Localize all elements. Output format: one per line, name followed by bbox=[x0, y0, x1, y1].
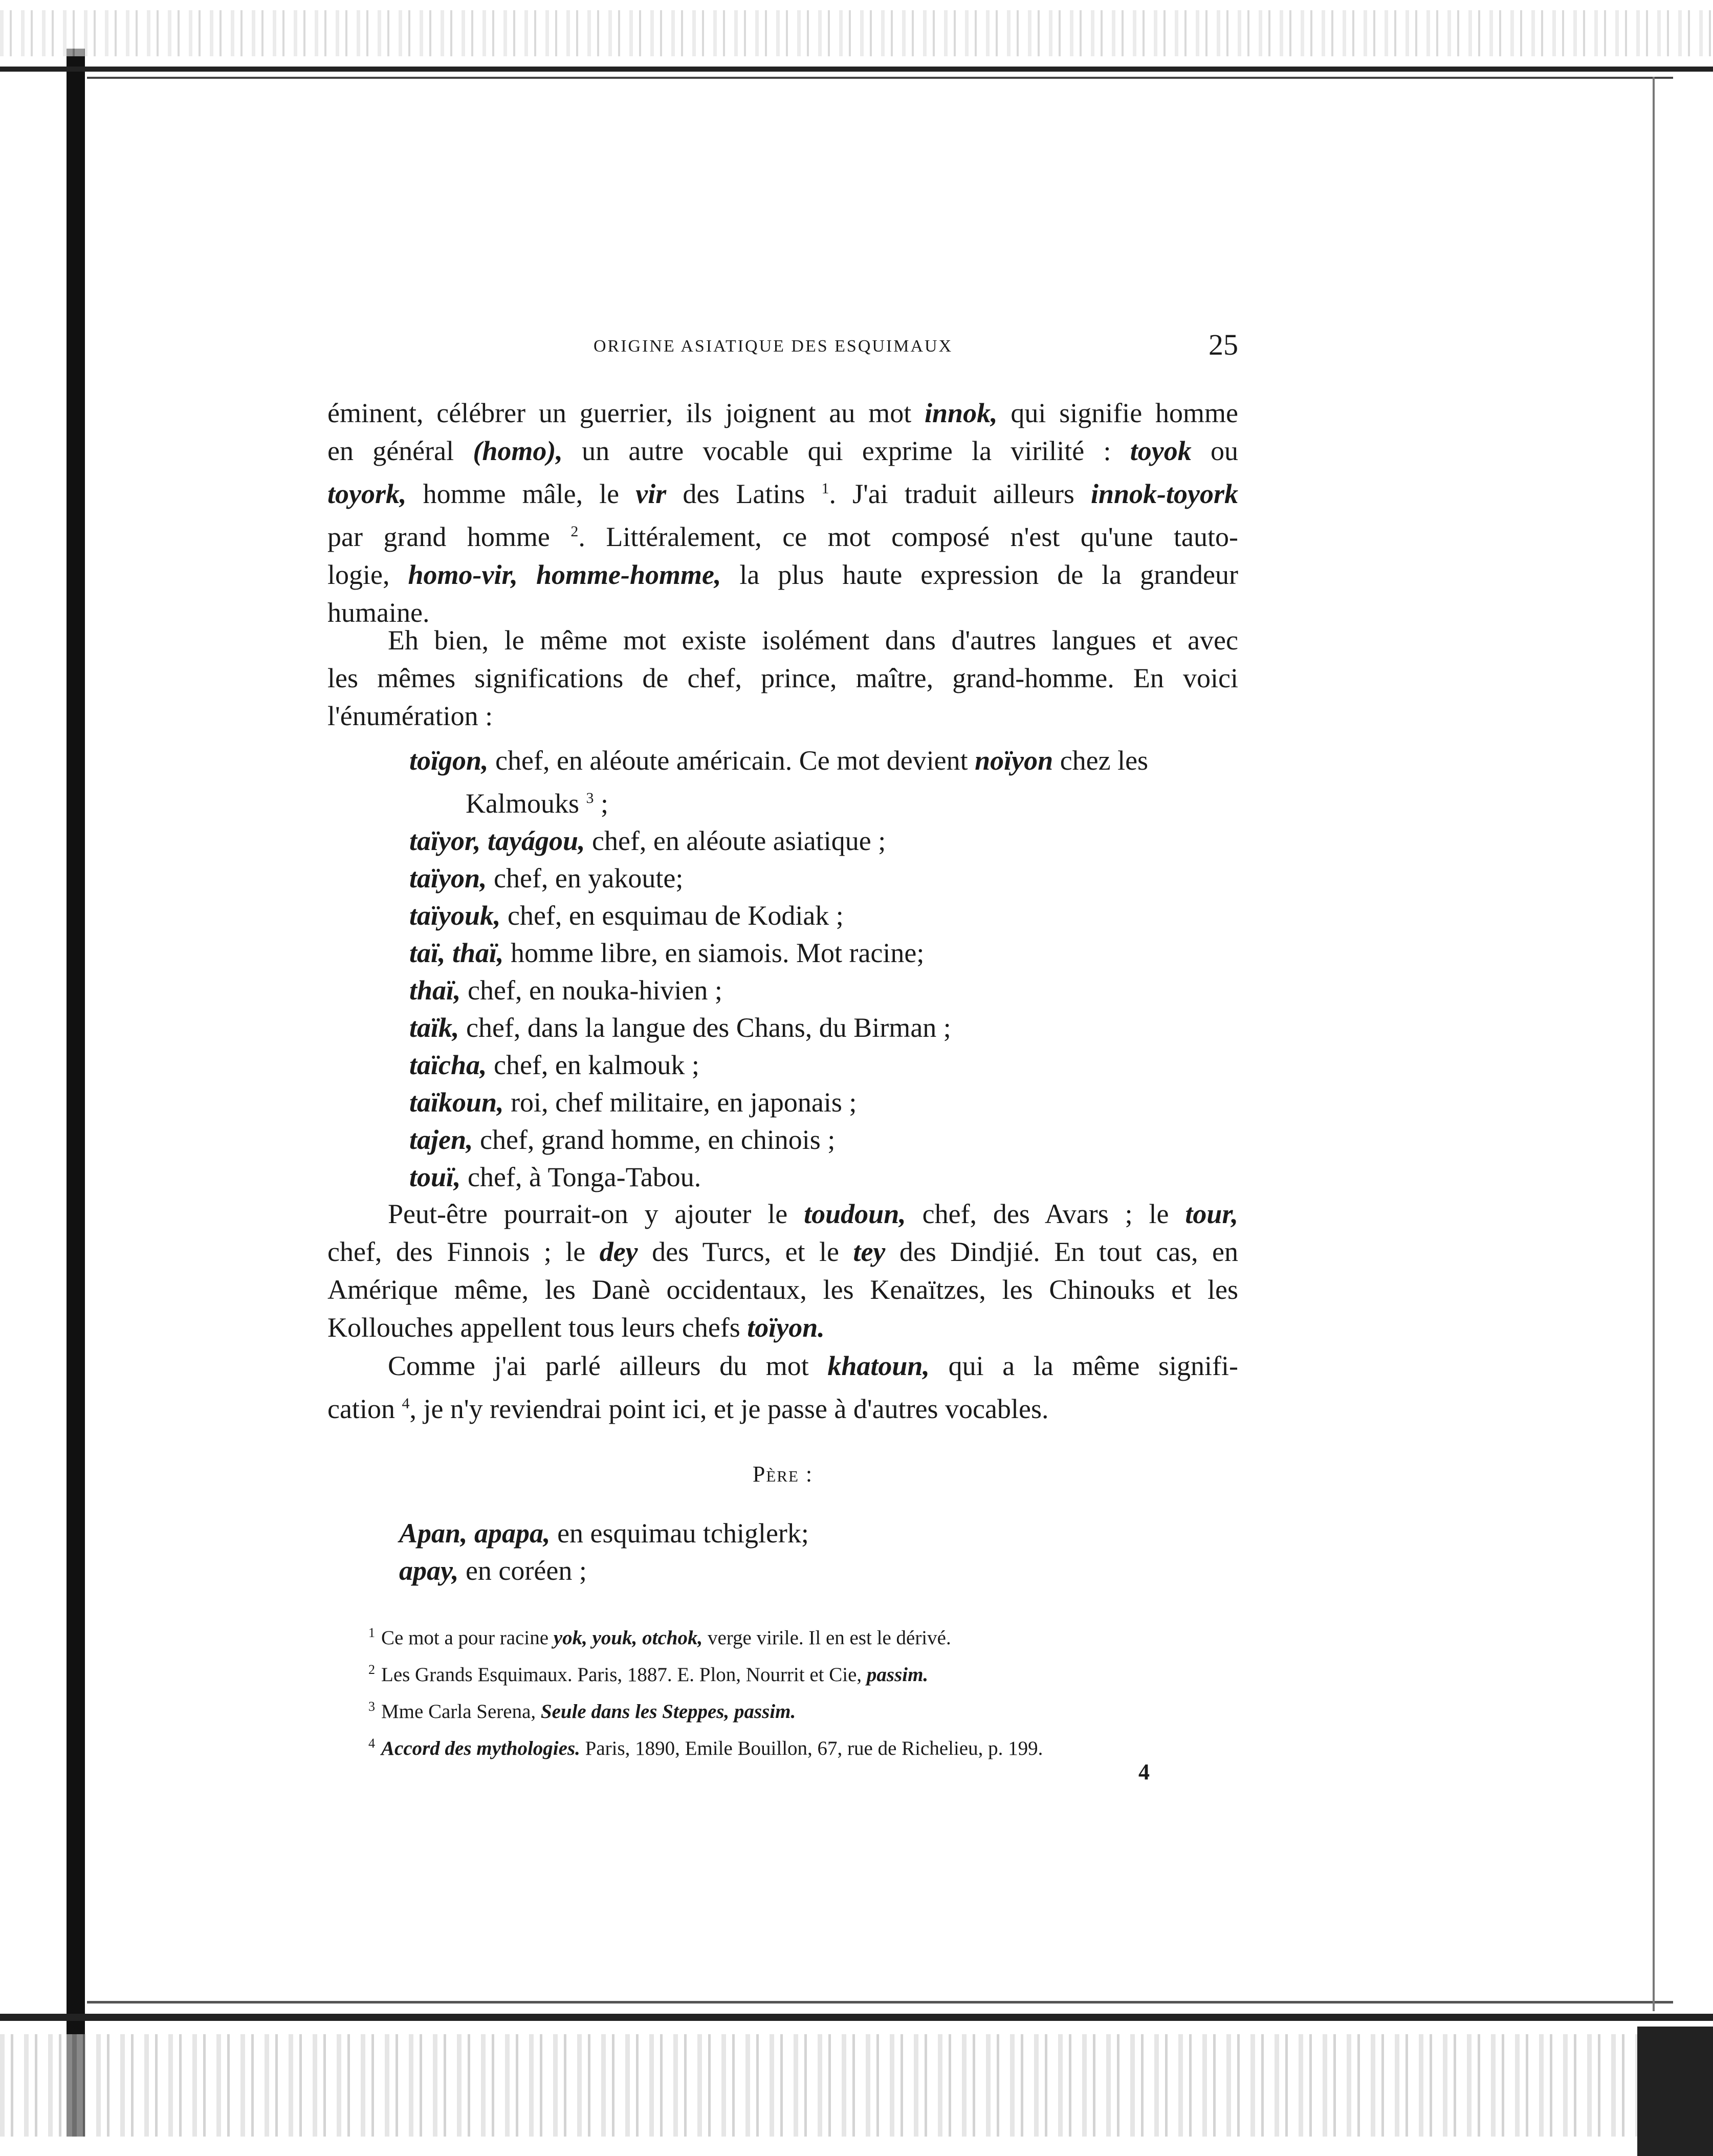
text-run: logie, bbox=[327, 559, 408, 590]
text-line bbox=[327, 1233, 1238, 1271]
text-run: des Turcs, et le bbox=[638, 1236, 853, 1267]
text-run: homme libre, en siamois. Mot racine; bbox=[503, 938, 925, 968]
text-run: qui a la même signifi- bbox=[929, 1351, 1239, 1381]
text-run: chez les bbox=[1053, 745, 1149, 776]
text-run: chef, dans la langue des Chans, du Birman ; bbox=[459, 1012, 951, 1043]
text-line-inner bbox=[327, 394, 1238, 432]
italic-term: thaï, bbox=[409, 975, 461, 1006]
list-item bbox=[409, 822, 1254, 860]
italic-term: Apan, apapa, bbox=[399, 1518, 551, 1549]
list-item bbox=[409, 972, 1254, 1009]
text-run: les mêmes significations de chef, prince, maître, grand-homme. En voici bbox=[327, 663, 1238, 693]
italic-term: khatoun, bbox=[827, 1351, 930, 1381]
rich-lines-list bbox=[409, 742, 1254, 1196]
text-run: chef, à Tonga-Tabou. bbox=[460, 1162, 701, 1192]
italic-term: taïyor, tayágou, bbox=[409, 825, 585, 856]
text-run: éminent, célébrer un guerrier, ils joignent au mot bbox=[327, 398, 925, 428]
frame-bottom-line bbox=[0, 2014, 1713, 2021]
italic-term: homo-vir, homme-homme, bbox=[408, 559, 721, 590]
list-item bbox=[399, 1515, 1243, 1552]
italic-term: dey bbox=[599, 1236, 638, 1267]
text-line bbox=[327, 1385, 1238, 1428]
text-line-inner bbox=[388, 621, 1238, 659]
text-run: ou bbox=[1191, 435, 1239, 466]
italic-term: toïyon. bbox=[747, 1312, 825, 1343]
text-run: . J'ai traduit ailleurs bbox=[829, 478, 1091, 509]
signature-mark: 4 bbox=[1138, 1759, 1150, 1784]
text-line bbox=[327, 1347, 1238, 1385]
word-list bbox=[409, 742, 1254, 1196]
word-list-2 bbox=[399, 1515, 1243, 1589]
italic-term: taïkoun, bbox=[409, 1087, 504, 1118]
text-line bbox=[327, 659, 1238, 697]
section-title bbox=[327, 1461, 1238, 1487]
paragraph-4 bbox=[327, 1347, 1238, 1428]
text-line-inner bbox=[327, 697, 1238, 735]
text-run: Mme Carla Serena, bbox=[381, 1701, 541, 1723]
list-item bbox=[409, 742, 1254, 779]
text-run: cation bbox=[327, 1393, 402, 1424]
text-run: l'énumération : bbox=[327, 701, 493, 731]
text-run: Comme j'ai parlé ailleurs du mot bbox=[388, 1351, 828, 1381]
footnote-ref: 3 bbox=[586, 790, 594, 807]
text-run: la plus haute expression de la grandeur bbox=[721, 559, 1238, 590]
footnote-number: 1 bbox=[368, 1625, 375, 1640]
footnote bbox=[368, 1691, 1248, 1728]
list-item bbox=[409, 1084, 1254, 1121]
italic-term: taïk, bbox=[409, 1012, 459, 1043]
italic-term: innok, bbox=[925, 398, 998, 428]
italic-term: innok-toyork bbox=[1090, 478, 1238, 509]
text-run: verge virile. Il en est le dérivé. bbox=[702, 1627, 951, 1649]
text-run: chef, en esquimau de Kodiak ; bbox=[500, 900, 844, 931]
text-line bbox=[327, 1309, 1238, 1346]
text-run: chef, en yakoute; bbox=[487, 863, 684, 894]
scan-noise-top bbox=[0, 10, 1713, 56]
footnote-number: 2 bbox=[368, 1662, 375, 1677]
footnote-ref: 2 bbox=[570, 523, 579, 540]
list-item bbox=[409, 860, 1254, 897]
text-run: chef, en aléoute asiatique ; bbox=[585, 825, 886, 856]
text-line bbox=[327, 394, 1238, 432]
text-line bbox=[327, 1195, 1238, 1233]
text-run: chef, en nouka-hivien ; bbox=[460, 975, 722, 1006]
list-item bbox=[409, 779, 1254, 822]
italic-term: toïgon, bbox=[409, 745, 489, 776]
list-item bbox=[409, 1159, 1254, 1196]
italic-term: Accord des mythologies. bbox=[381, 1737, 580, 1759]
italic-term: tey bbox=[853, 1236, 886, 1267]
text-line-inner bbox=[388, 1195, 1238, 1233]
footnotes bbox=[368, 1617, 1248, 1765]
text-line bbox=[327, 697, 1238, 735]
scan-shadow-corner bbox=[1637, 2027, 1713, 2156]
text-run: en coréen ; bbox=[458, 1555, 587, 1586]
page-header bbox=[327, 328, 1238, 363]
text-line bbox=[327, 470, 1238, 513]
text-run: roi, chef militaire, en japonais ; bbox=[503, 1087, 857, 1118]
list-item bbox=[409, 897, 1254, 934]
rich-lines bbox=[327, 1195, 1238, 1346]
text-line-inner bbox=[327, 432, 1238, 470]
text-line-inner bbox=[327, 1271, 1238, 1309]
italic-term: passim. bbox=[866, 1664, 929, 1686]
text-line bbox=[327, 621, 1238, 659]
text-run: chef, en kalmouk ; bbox=[487, 1050, 699, 1080]
text-line-inner bbox=[327, 1309, 1238, 1346]
text-run: un autre vocable qui exprime la virilité : bbox=[562, 435, 1130, 466]
italic-term: toudoun, bbox=[804, 1199, 906, 1229]
text-run: Eh bien, le même mot existe isolément dans d'autres langues et avec bbox=[388, 625, 1238, 656]
footnote-number: 4 bbox=[368, 1736, 375, 1751]
italic-term: apay, bbox=[399, 1555, 459, 1586]
section-title-text: Père : bbox=[752, 1462, 814, 1487]
footnote-ref: 1 bbox=[821, 480, 829, 497]
text-run: Amérique même, les Danè occidentaux, les Kenaïtzes, les Chinouks et les bbox=[327, 1274, 1238, 1305]
text-line-inner bbox=[327, 1385, 1238, 1428]
text-run: chef, en aléoute américain. Ce mot devient bbox=[488, 745, 975, 776]
text-run: des Dindjié. En tout cas, en bbox=[885, 1236, 1238, 1267]
text-run: homme mâle, le bbox=[406, 478, 636, 509]
footnote bbox=[368, 1617, 1248, 1654]
frame-bottom-thin bbox=[87, 2001, 1673, 2003]
text-run: chef, des Avars ; le bbox=[906, 1199, 1185, 1229]
text-line bbox=[327, 432, 1238, 470]
text-run: par grand homme bbox=[327, 521, 571, 552]
footnote bbox=[368, 1654, 1248, 1691]
text-line-inner bbox=[327, 513, 1238, 556]
italic-term: taïyouk, bbox=[409, 900, 501, 931]
italic-term: taïyon, bbox=[409, 863, 487, 894]
list-item bbox=[409, 1047, 1254, 1084]
text-run: chef, grand homme, en chinois ; bbox=[473, 1124, 836, 1155]
page-number: 25 bbox=[1209, 328, 1238, 361]
italic-term: taïcha, bbox=[409, 1050, 487, 1080]
list-item bbox=[409, 1121, 1254, 1159]
frame-top-line bbox=[0, 67, 1713, 72]
italic-term: toyok bbox=[1130, 435, 1192, 466]
italic-term: tour, bbox=[1185, 1199, 1238, 1229]
italic-term: tajen, bbox=[409, 1124, 473, 1155]
footnote-number: 3 bbox=[368, 1699, 375, 1714]
rich-lines bbox=[327, 621, 1238, 735]
paragraph-2 bbox=[327, 621, 1238, 735]
text-run: en esquimau tchiglerk; bbox=[550, 1518, 809, 1549]
rich-lines-list bbox=[399, 1515, 1243, 1589]
text-run: Peut-être pourrait-on y ajouter le bbox=[388, 1199, 804, 1229]
text-line-inner bbox=[327, 556, 1238, 594]
frame-top-thin bbox=[87, 77, 1673, 79]
italic-term: vir bbox=[635, 478, 667, 509]
list-item bbox=[409, 1009, 1254, 1047]
text-line-inner bbox=[327, 1233, 1238, 1271]
italic-term: Seule dans les Steppes, passim. bbox=[540, 1701, 796, 1723]
running-head: ORIGINE ASIATIQUE DES ESQUIMAUX bbox=[594, 337, 953, 356]
text-run: . Littéralement, ce mot composé n'est qu'une tauto- bbox=[578, 521, 1238, 552]
footnote-ref: 4 bbox=[402, 1395, 410, 1412]
italic-term: yok, youk, otchok, bbox=[553, 1627, 703, 1649]
frame-right-edge bbox=[1653, 77, 1655, 2011]
text-run: des Latins bbox=[666, 478, 822, 509]
text-line bbox=[327, 556, 1238, 594]
paragraph-1 bbox=[327, 394, 1238, 631]
text-run: ; bbox=[594, 788, 609, 819]
list-item bbox=[409, 934, 1254, 972]
scan-noise-bottom bbox=[0, 2034, 1713, 2137]
footnote bbox=[368, 1728, 1248, 1765]
italic-term: toyork, bbox=[327, 478, 407, 509]
text-run: Kalmouks bbox=[466, 788, 586, 819]
text-run: qui signifie homme bbox=[997, 398, 1238, 428]
text-line-inner bbox=[327, 659, 1238, 697]
text-run: en général bbox=[327, 435, 473, 466]
paragraph-3 bbox=[327, 1195, 1238, 1346]
list-item bbox=[399, 1552, 1243, 1589]
frame-left-bar bbox=[67, 49, 85, 2137]
text-run: Kollouches appellent tous leurs chefs bbox=[327, 1312, 748, 1343]
text-run: Ce mot a pour racine bbox=[381, 1627, 554, 1649]
text-line bbox=[327, 1271, 1238, 1309]
text-line-inner bbox=[327, 470, 1238, 513]
rich-lines bbox=[327, 394, 1238, 631]
text-run: Paris, 1890, Emile Bouillon, 67, rue de Richelieu, p. 199. bbox=[580, 1737, 1043, 1759]
text-run: chef, des Finnois ; le bbox=[327, 1236, 600, 1267]
rich-lines bbox=[327, 1347, 1238, 1428]
text-run: Les Grands Esquimaux. Paris, 1887. E. Plon, Nourrit et Cie, bbox=[381, 1664, 867, 1686]
italic-term: (homo), bbox=[473, 435, 563, 466]
text-run: , je n'y reviendrai point ici, et je passe à d'autres vocables. bbox=[409, 1393, 1049, 1424]
text-run: humaine. bbox=[327, 597, 430, 628]
italic-term: noïyon bbox=[975, 745, 1053, 776]
italic-term: taï, thaï, bbox=[409, 938, 504, 968]
italic-term: touï, bbox=[409, 1162, 461, 1192]
rich-lines-footnotes bbox=[368, 1617, 1248, 1765]
text-line-inner bbox=[388, 1347, 1238, 1385]
text-line bbox=[327, 513, 1238, 556]
